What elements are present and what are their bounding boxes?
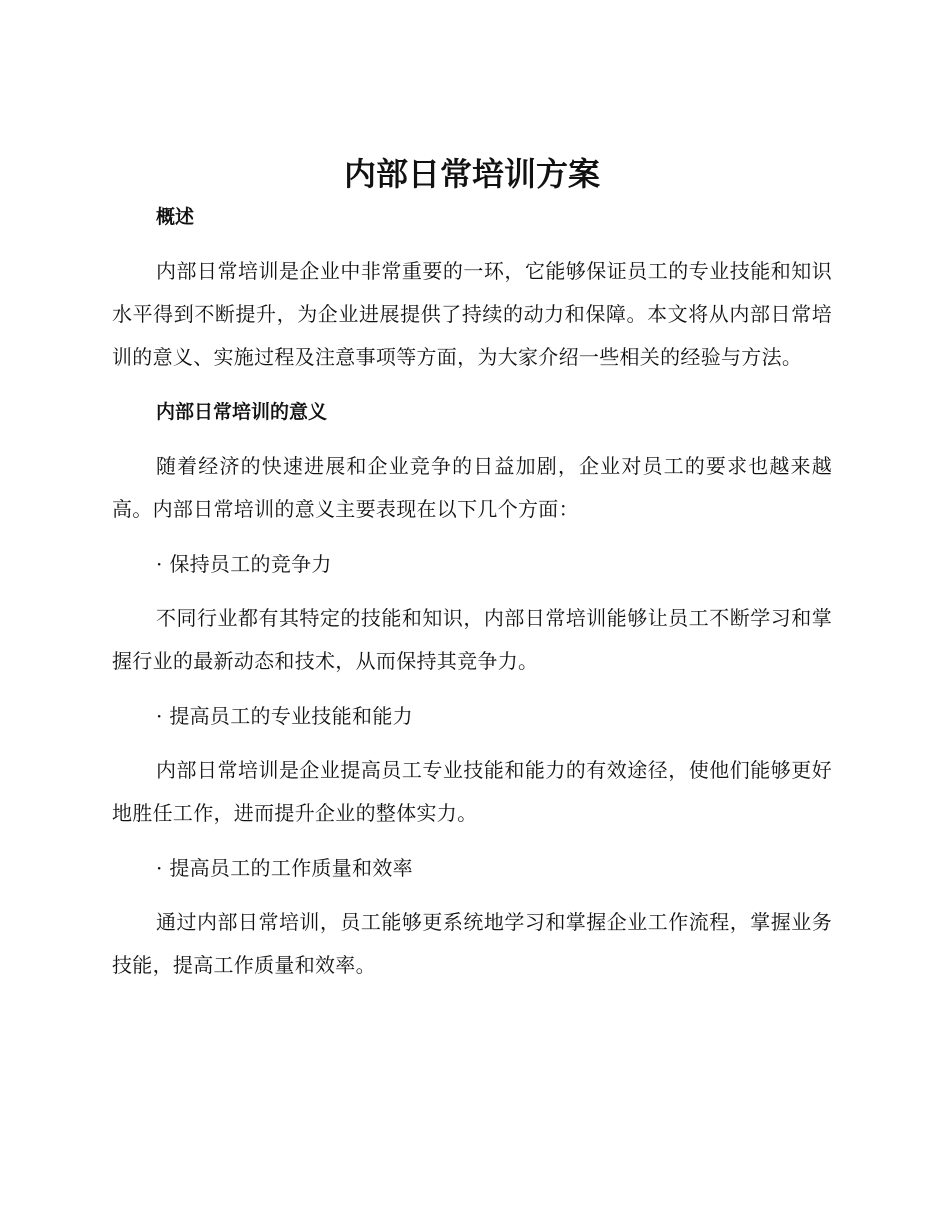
paragraph-competitiveness: 不同行业都有其特定的技能和知识，内部日常培训能够让员工不断学习和掌握行业的最新动态和技术，从而保持其竞争力。: [112, 606, 832, 673]
paragraph-professional-skills: 内部日常培训是企业提高员工专业技能和能力的有效途径，使他们能够更好地胜任工作，进而提升企业的整体实力。: [112, 758, 832, 825]
document-page: [112, 148, 832, 987]
paragraph-significance: 随着经济的快速进展和企业竞争的日益加剧，企业对员工的要求也越来越高。内部日常培训的意义主要表现在以下几个方面：: [112, 454, 832, 521]
section-heading-overview: 概述: [156, 206, 195, 228]
bullet-work-quality: · 提高员工的工作质量和效率: [156, 856, 413, 880]
paragraph-overview: 内部日常培训是企业中非常重要的一环，它能够保证员工的专业技能和知识水平得到不断提升，为企业进展提供了持续的动力和保障。本文将从内部日常培训的意义、实施过程及注意事项等方面，为大家介绍一些相关的经验与方法。: [112, 259, 832, 369]
section-heading-significance: 内部日常培训的意义: [156, 401, 328, 423]
bullet-professional-skills: · 提高员工的专业技能和能力: [156, 704, 413, 728]
page-title: 内部日常培训方案: [343, 155, 600, 193]
bullet-competitiveness: · 保持员工的竞争力: [156, 552, 332, 576]
paragraph-work-quality: 通过内部日常培训，员工能够更系统地学习和掌握企业工作流程，掌握业务技能，提高工作质量和效率。: [112, 910, 832, 977]
